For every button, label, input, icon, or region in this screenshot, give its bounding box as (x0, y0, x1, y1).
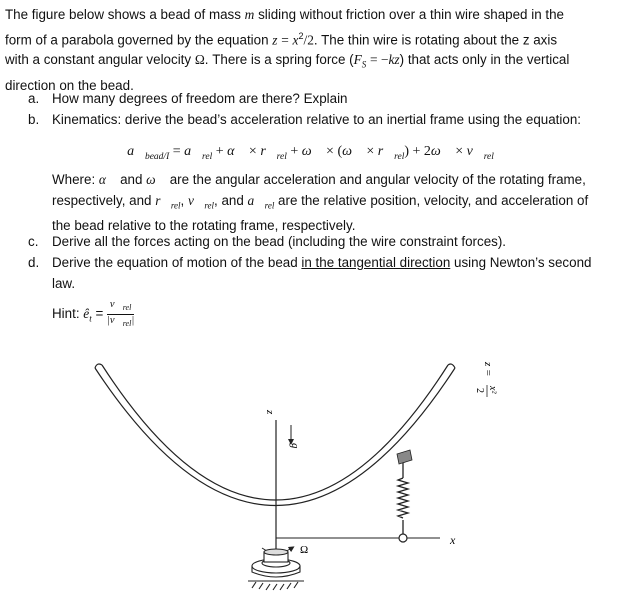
question-c-text: Derive all the forces acting on the bead (including the wire constraint forces). (52, 234, 507, 249)
hint-label: Hint: $ê_t$ = (52, 306, 104, 324)
question-b-text: Kinematics: derive the bead’s acceleration relative to an inertial frame using the equation: (52, 112, 581, 127)
question-d-text: Derive the equation of motion of the bead in the tangential direction using Newton’s second law. (52, 255, 592, 291)
hint-denominator: $|v⃗_{rel}|$ (107, 315, 135, 329)
spring (398, 460, 408, 534)
intro-line-1: The figure below shows a bead of mass m sliding without friction over a thin wire shaped in the (5, 7, 564, 22)
svg-text:x²: x² (487, 386, 498, 394)
omega-label: Ω (300, 544, 309, 556)
intro-paragraph (5, 5, 611, 96)
bead-collar (397, 450, 412, 464)
gravity-label: g (289, 443, 301, 449)
intro-line-2: form of a parabola governed by the equation $z = x^2/2$. The thin wire is rotating about the z axis (5, 30, 558, 47)
x-axis-label: x (450, 533, 456, 547)
intro-line-4: direction on the bead. (5, 77, 134, 93)
hint-numerator: $v⃗_{rel}$ (107, 299, 134, 315)
svg-text:z =: z = (482, 362, 494, 377)
where-line-2: respectively, and $r⃗_{rel}$, $v⃗_{rel}$, and $a⃗_{rel}$ are the relative position, velocity, and acceleration of (52, 192, 589, 211)
base-bearing (248, 549, 304, 590)
spring-anchor (399, 534, 407, 542)
intro-line-3: with a constant angular velocity Ω. There is a spring force $(F_S = -kz)$ that acts only in the vertical (5, 52, 570, 71)
question-a-text: How many degrees of freedom are there? Explain (52, 91, 348, 106)
parabola-wire (95, 364, 455, 506)
tangential-direction-underline: in the tangential direction (301, 255, 451, 270)
kinematics-equation: $a⃗_{bead/I}$ = $a⃗_{rel}$ + α⃗ × $r⃗_{rel}$ + ω⃗ × (ω⃗ × $r⃗_{rel}$) + 2ω⃗ × $v⃗_{rel}$ (127, 144, 494, 162)
where-line-3: the bead relative to the rotating frame, respectively. (52, 217, 356, 233)
svg-text:2: 2 (474, 388, 485, 393)
question-b-label: b. (28, 112, 40, 127)
where-paragraph (52, 170, 612, 236)
question-a-label: a. (28, 91, 40, 106)
curve-label (474, 361, 498, 397)
parabola-figure (0, 320, 621, 610)
question-c-label: c. (28, 234, 39, 249)
where-line-1: Where: α⃗ and ω⃗ are the angular acceleration and angular velocity of the rotating frame, (52, 172, 586, 187)
question-d-label: d. (28, 255, 40, 270)
z-axis-label: z (264, 410, 276, 415)
